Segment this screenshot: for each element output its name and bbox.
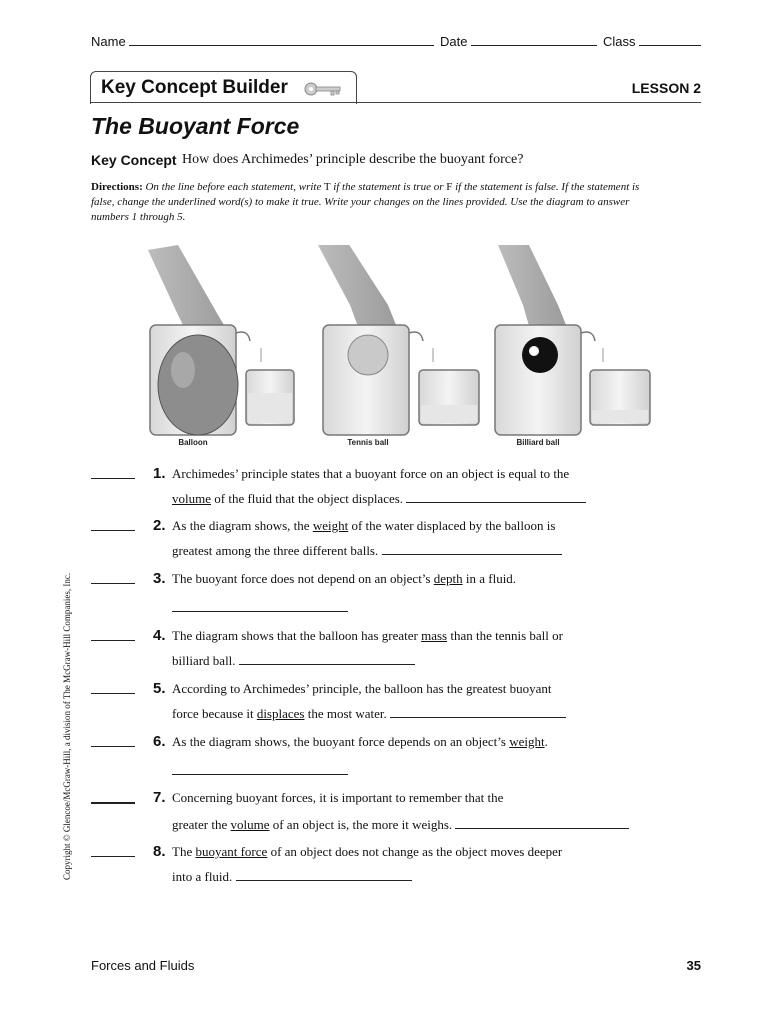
name-field [91, 33, 434, 49]
directions-t: T [323, 181, 331, 193]
name-label: Name [91, 34, 126, 49]
tennis-ball-setup [318, 245, 479, 447]
balloon [158, 335, 238, 435]
answer-blank-6[interactable] [91, 746, 135, 747]
question-number: 7. [153, 789, 166, 806]
question-text: According to Archimedes’ principle, the balloon has the greatest buoyant [172, 681, 552, 696]
key-concept-question: How does Archimedes’ principle describe the buoyant force? [182, 152, 524, 167]
directions-text-c: if the statement is false. If the statement is false, change the underlined word(s) to make it true. Write your changes on the lines provided. Use the diagram to answer numbers 1 through 5. [91, 181, 640, 223]
copyright: Copyright © Glencoe/McGraw-Hill, a division of The McGraw-Hill Companies, Inc. [62, 572, 72, 880]
date-field [440, 33, 597, 49]
underlined-term: mass [421, 628, 448, 643]
question-text: force because it [172, 706, 257, 721]
tennis-ball [348, 335, 388, 375]
directions-text-b: if the statement is true or [333, 181, 444, 193]
directions-f: F [446, 181, 453, 193]
question-text: As the diagram shows, the buoyant force depends on an object’s [172, 734, 510, 749]
class-blank[interactable] [639, 33, 701, 46]
question-text: The [172, 844, 196, 859]
underlined-term: weight [509, 734, 545, 749]
balloon-setup [148, 245, 294, 447]
name-blank[interactable] [129, 33, 434, 46]
answer-blank-8[interactable] [91, 856, 135, 857]
correction-blank-6[interactable] [172, 762, 348, 775]
correction-blank-7[interactable] [455, 816, 629, 829]
correction-blank-4[interactable] [239, 652, 415, 665]
answer-blank-7[interactable] [91, 802, 135, 804]
banner-title: Key Concept Builder [101, 77, 288, 98]
question-text: of the water displaced by the balloon is [348, 518, 556, 533]
question-number: 3. [153, 570, 166, 587]
key-icon [303, 80, 343, 98]
question-text: in a fluid. [462, 571, 517, 586]
underlined-term: displaces [256, 706, 305, 721]
question-text: the most water. [304, 706, 387, 721]
caption-balloon: Balloon [178, 438, 208, 447]
answer-blank-4[interactable] [91, 640, 135, 641]
question-text: billiard ball. [172, 653, 236, 668]
correction-blank-2[interactable] [382, 542, 562, 555]
billiard-ball [522, 337, 558, 373]
correction-blank-1[interactable] [406, 490, 586, 503]
underlined-term: weight [312, 518, 349, 533]
question-text: than the tennis ball or [447, 628, 563, 643]
date-blank[interactable] [471, 33, 597, 46]
correction-blank-8[interactable] [236, 868, 412, 881]
question-text: As the diagram shows, the [172, 518, 313, 533]
caption-billiard-ball: Billiard ball [516, 438, 560, 447]
question-text: of the fluid that the object displaces. [211, 491, 404, 506]
question-text: greatest among the three different balls. [172, 543, 379, 558]
question-text: . [544, 734, 548, 749]
answer-blank-3[interactable] [91, 583, 135, 584]
directions [91, 180, 651, 225]
underlined-term: volume [230, 817, 270, 832]
class-label: Class [603, 34, 636, 49]
question-number: 8. [153, 843, 166, 860]
class-field [603, 33, 701, 49]
question-text: of an object is, the more it weighs. [269, 817, 453, 832]
beaker-diagram [138, 245, 658, 450]
question-text: greater the [172, 817, 231, 832]
directions-text-a: On the line before each statement, write [145, 181, 322, 193]
answer-blank-1[interactable] [91, 478, 135, 479]
question-text: The buoyant force does not depend on an object’s [172, 571, 434, 586]
question-text: Archimedes’ principle states that a buoyant force on an object is equal to the [172, 466, 570, 481]
correction-blank-5[interactable] [390, 705, 566, 718]
date-label: Date [440, 34, 468, 49]
caption-tennis-ball: Tennis ball [347, 438, 389, 447]
question-text: into a fluid. [172, 869, 233, 884]
answer-blank-5[interactable] [91, 693, 135, 694]
question-number: 6. [153, 733, 166, 750]
correction-blank-3[interactable] [172, 599, 348, 612]
answer-blank-2[interactable] [91, 530, 135, 531]
question-number: 1. [153, 465, 166, 482]
question-number: 2. [153, 517, 166, 534]
key-concept [91, 152, 524, 168]
question-text: Concerning buoyant forces, it is important to remember that the [172, 790, 504, 805]
question-number: 4. [153, 627, 166, 644]
directions-label: Directions: [91, 181, 143, 193]
footer-unit: Forces and Fluids [91, 958, 195, 973]
page-number: 35 [686, 958, 701, 973]
banner-rule [90, 102, 701, 103]
underlined-term: volume [172, 491, 211, 506]
key-concept-label: Key Concept [91, 152, 177, 168]
question-text: The diagram shows that the balloon has greater [172, 628, 422, 643]
question-number: 5. [153, 680, 166, 697]
question-text: of an object does not change as the object moves deeper [267, 844, 563, 859]
billiard-ball-setup [495, 245, 650, 447]
underlined-term: depth [433, 571, 463, 586]
page-title: The Buoyant Force [91, 113, 300, 139]
lesson-label: LESSON 2 [631, 80, 701, 96]
underlined-term: buoyant force [195, 844, 268, 859]
